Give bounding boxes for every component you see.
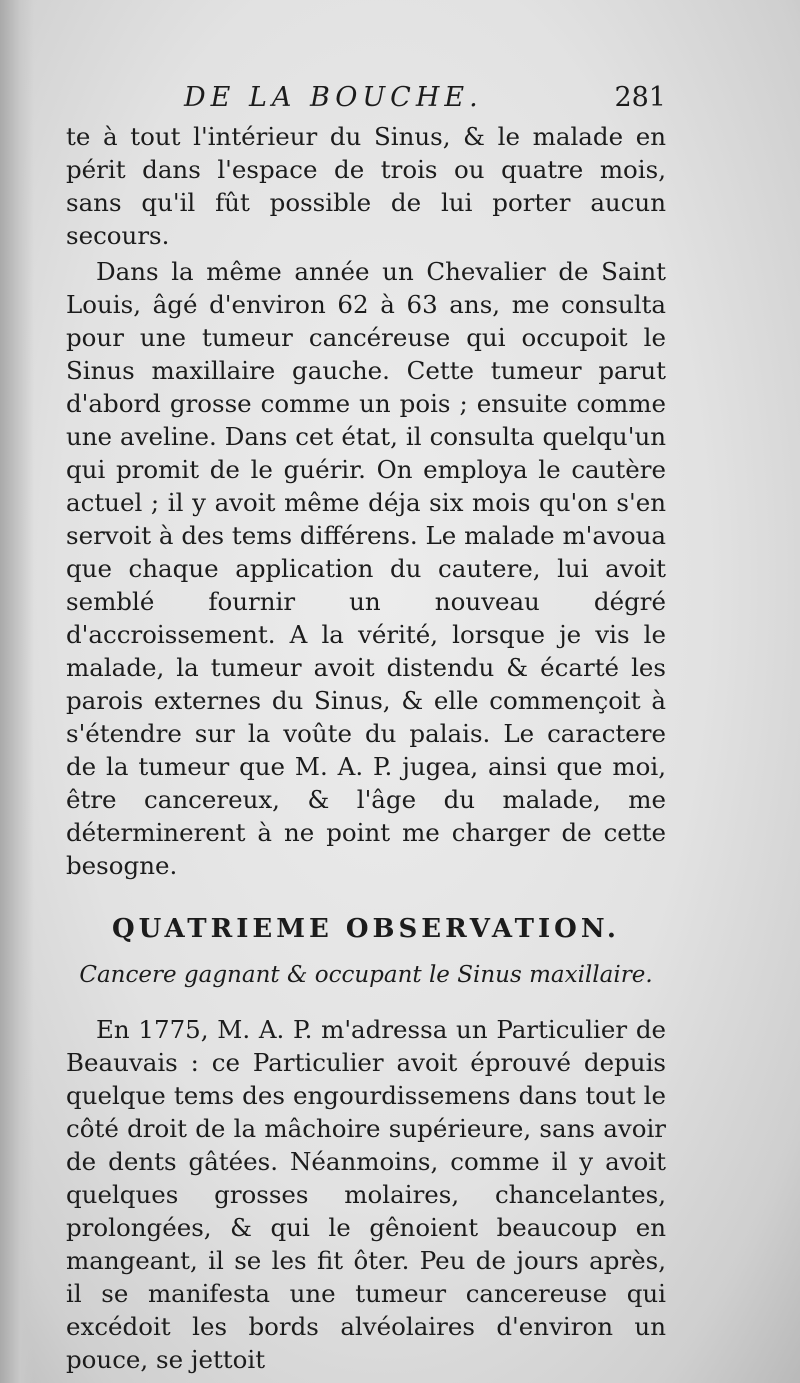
section-subheading: Cancere gagnant & occupant le Sinus maxillaire. — [79, 962, 653, 988]
running-title: DE LA BOUCHE. — [184, 82, 483, 113]
running-head — [66, 78, 666, 120]
page-number: 281 — [614, 82, 666, 113]
paragraph-observation: En 1775, M. A. P. m'adressa un Particulier de Beauvais : ce Particulier avoit éprouvé depuis quelque tems des engourdissemens dans tout le côté droit de la mâchoire supérieure, sans avoir de dents gâtées. Néanmoins, comme il y avoit quelques grosses molaires, chancelantes, prolongées, & qui le gênoient beaucoup en mangeant, il se les fit ôter. Peu de jours après, il se manifesta une tumeur cancereuse qui excédoit les bords alvéolaires d'environ un pouce, se jettoit — [66, 1015, 666, 1374]
paragraph-continuation: te à tout l'intérieur du Sinus, & le malade en périt dans l'espace de trois ou quatre mois, sans qu'il fût possible de lui porter aucun secours. — [66, 122, 666, 250]
paragraph-chevalier: Dans la même année un Chevalier de Saint Louis, âgé d'environ 62 à 63 ans, me consulta pour une tumeur cancéreuse qui occupoit le Sinus maxillaire gauche. Cette tumeur parut d'abord grosse comme un pois ; ensuite comme une aveline. Dans cet état, il consulta quelqu'un qui promit de le guérir. On employa le cautère actuel ; il y avoit même déja six mois qu'on s'en servoit à des tems différens. Le malade m'avoua que chaque application du cautere, lui avoit semblé fournir un nouveau dégré d'accroissement. A la vérité, lorsque je vis le malade, la tumeur avoit distendu & écarté les parois externes du Sinus, & elle commençoit à s'étendre sur la voûte du palais. Le caractere de la tumeur que M. A. P. jugea, ainsi que moi, être cancereux, & l'âge du malade, me déterminerent à ne point me charger de cette besogne. — [66, 257, 666, 880]
text-block — [66, 78, 666, 1376]
section-heading: QUATRIEME OBSERVATION. — [112, 914, 620, 944]
page-gutter — [0, 0, 34, 1383]
